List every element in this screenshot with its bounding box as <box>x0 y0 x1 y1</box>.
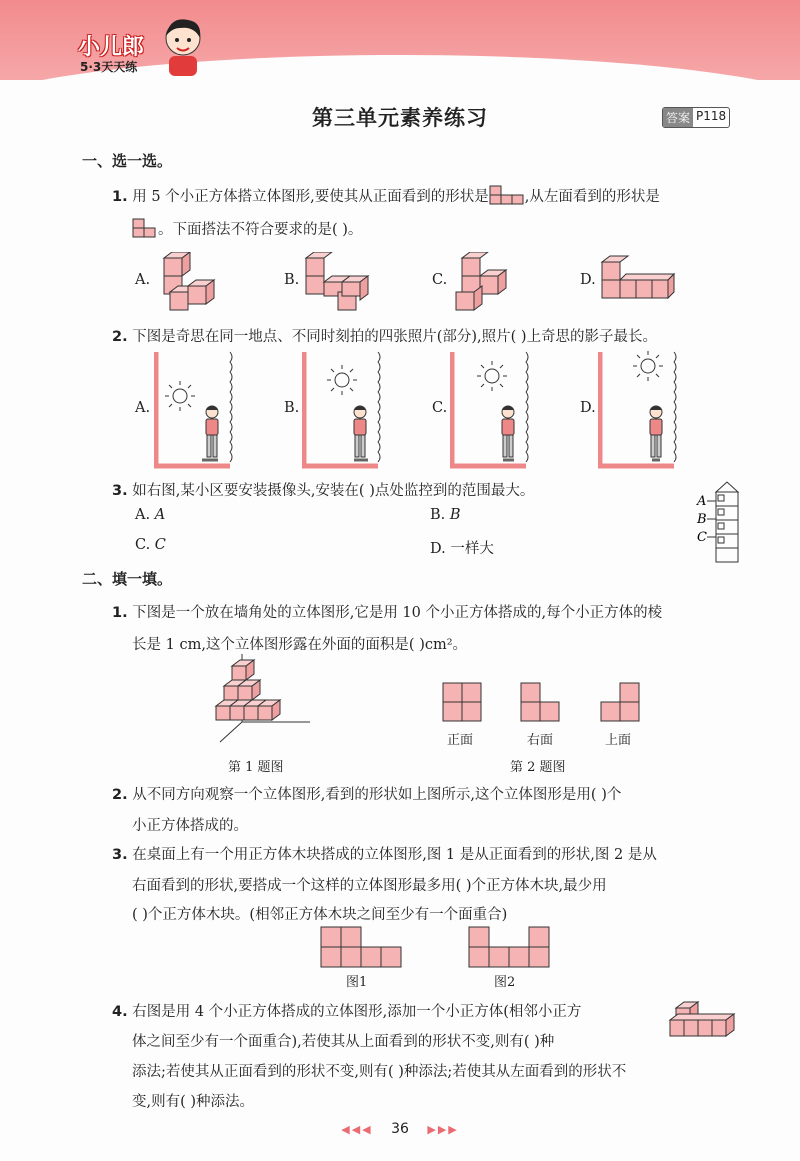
question-text: 如右图,某小区要安装摄像头,安装在( )点处监控到的范围最大。 <box>132 483 535 499</box>
logo-name: 小儿郎 <box>78 35 145 60</box>
question-text: 在桌面上有一个用正方体木块搭成的立体图形,图 1 是从正面看到的形状,图 2 是从 <box>132 847 657 863</box>
question-number: 2. <box>112 787 128 803</box>
question-number: 1. <box>112 605 128 621</box>
front-view-icon <box>489 185 525 205</box>
fill-4-line3: 添法;若使其从正面看到的形状不变,则有( )种添法;若使其从左面看到的形状不 <box>132 1064 627 1080</box>
figure-label: 图2 <box>494 975 516 990</box>
right-view-grid <box>520 682 562 724</box>
mascot-icon <box>160 12 206 78</box>
figure-1-grid <box>320 926 404 968</box>
fill-4-line4: 变,则有( )种添法。 <box>132 1094 255 1110</box>
option-a[interactable]: A. <box>135 400 151 416</box>
boy-icon <box>650 406 662 457</box>
point-c: C <box>697 530 707 545</box>
view-label-front: 正面 <box>447 733 474 748</box>
answer-label: 答案 <box>663 108 693 127</box>
question-number: 3. <box>112 483 128 499</box>
page-number: 36 <box>391 1121 409 1137</box>
left-view-icon <box>132 218 158 238</box>
logo-series: 5·3天天练 <box>80 60 138 74</box>
photo-a <box>154 350 236 470</box>
sun-icon <box>165 381 195 411</box>
boy-icon <box>354 406 366 457</box>
question-1-line <box>112 182 660 213</box>
fill-4-line <box>112 997 581 1028</box>
option-d[interactable]: D. <box>580 272 596 288</box>
sun-icon <box>477 361 507 391</box>
building-figure <box>694 480 750 564</box>
photo-d <box>598 350 680 470</box>
point-a: A <box>697 494 707 509</box>
section-heading: 二、填一填。 <box>82 570 173 588</box>
question-1-line2 <box>132 215 362 246</box>
fill-4-line2: 体之间至少有一个面重合),若使其从上面看到的形状不变,则有( )种 <box>132 1034 555 1050</box>
front-view-grid <box>442 682 484 724</box>
question-text: 用 5 个小正方体搭立体图形,要使其从正面看到的形状是 <box>132 189 489 205</box>
fill-2-line2: 小正方体搭成的。 <box>132 818 248 834</box>
cube-stack-c <box>452 252 524 314</box>
question-3-line <box>112 476 534 507</box>
cube-stack-b <box>302 252 374 314</box>
sun-icon <box>327 365 357 395</box>
page-footer <box>0 1121 800 1137</box>
figure-label: 图1 <box>346 975 368 990</box>
figure-2-grid <box>468 926 552 968</box>
question-text: 下图是一个放在墙角处的立体图形,它是用 10 个小正方体搭成的,每个小正方体的棱 <box>132 605 663 621</box>
section-heading: 一、选一选。 <box>82 152 173 170</box>
question-number: 3. <box>112 847 128 863</box>
figure-caption: 第 2 题图 <box>510 760 566 775</box>
option-c[interactable]: C. C <box>135 537 166 553</box>
option-c[interactable]: C. <box>432 400 448 416</box>
sun-icon <box>633 351 663 381</box>
next-arrows-icon: ▶▶▶ <box>427 1123 459 1136</box>
top-view-grid <box>600 682 642 724</box>
option-a[interactable]: A. A <box>135 507 166 523</box>
view-label-top: 上面 <box>605 733 632 748</box>
question-text: 。下面搭法不符合要求的是( )。 <box>158 222 363 238</box>
corner-cube-figure <box>200 650 312 750</box>
question-text: 下图是奇思在同一地点、不同时刻拍的四张照片(部分),照片( )上奇思的影子最长。 <box>132 329 658 345</box>
photo-c <box>450 350 532 470</box>
option-b[interactable]: B. B <box>430 507 461 523</box>
answer-ref[interactable] <box>662 107 730 128</box>
question-text: 右图是用 4 个小正方体搭成的立体图形,添加一个小正方体(相邻小正方 <box>132 1004 582 1020</box>
boy-icon <box>502 406 514 457</box>
option-c[interactable]: C. <box>432 272 448 288</box>
fill-3-line2: 右面看到的形状,要搭成一个这样的立体图形最多用( )个正方体木块,最少用 <box>132 878 607 894</box>
cube-stack-d <box>598 252 678 314</box>
option-b[interactable]: B. <box>284 400 300 416</box>
photo-b <box>302 350 384 470</box>
page-title: 第三单元素养练习 <box>312 106 488 130</box>
boy-icon <box>206 406 218 457</box>
option-d[interactable]: D. <box>580 400 596 416</box>
cube-stack-a <box>152 252 224 314</box>
question-text: ,从左面看到的形状是 <box>524 189 660 205</box>
four-cube-figure <box>668 1000 742 1042</box>
answer-page: P118 <box>696 109 727 123</box>
point-b: B <box>697 512 707 527</box>
fill-3-line <box>112 840 657 871</box>
option-a[interactable]: A. <box>135 272 151 288</box>
question-number: 1. <box>112 189 128 205</box>
fill-2-line <box>112 780 621 811</box>
question-number: 4. <box>112 1004 128 1020</box>
figure-caption: 第 1 题图 <box>228 760 284 775</box>
prev-arrows-icon: ◀◀◀ <box>341 1123 373 1136</box>
fill-1-line <box>112 598 662 629</box>
question-text: 从不同方向观察一个立体图形,看到的形状如上图所示,这个立体图形是用( )个 <box>132 787 622 803</box>
option-d[interactable]: D. 一样大 <box>430 541 494 557</box>
option-b[interactable]: B. <box>284 272 300 288</box>
fill-3-line3: ( )个正方体木块。(相邻正方体木块之间至少有一个面重合) <box>132 907 508 923</box>
view-label-right: 右面 <box>527 733 554 748</box>
fill-1-line2: 长是 1 cm,这个立体图形露在外面的面积是( )cm²。 <box>132 637 468 653</box>
question-2-line <box>112 322 657 353</box>
question-number: 2. <box>112 329 128 345</box>
